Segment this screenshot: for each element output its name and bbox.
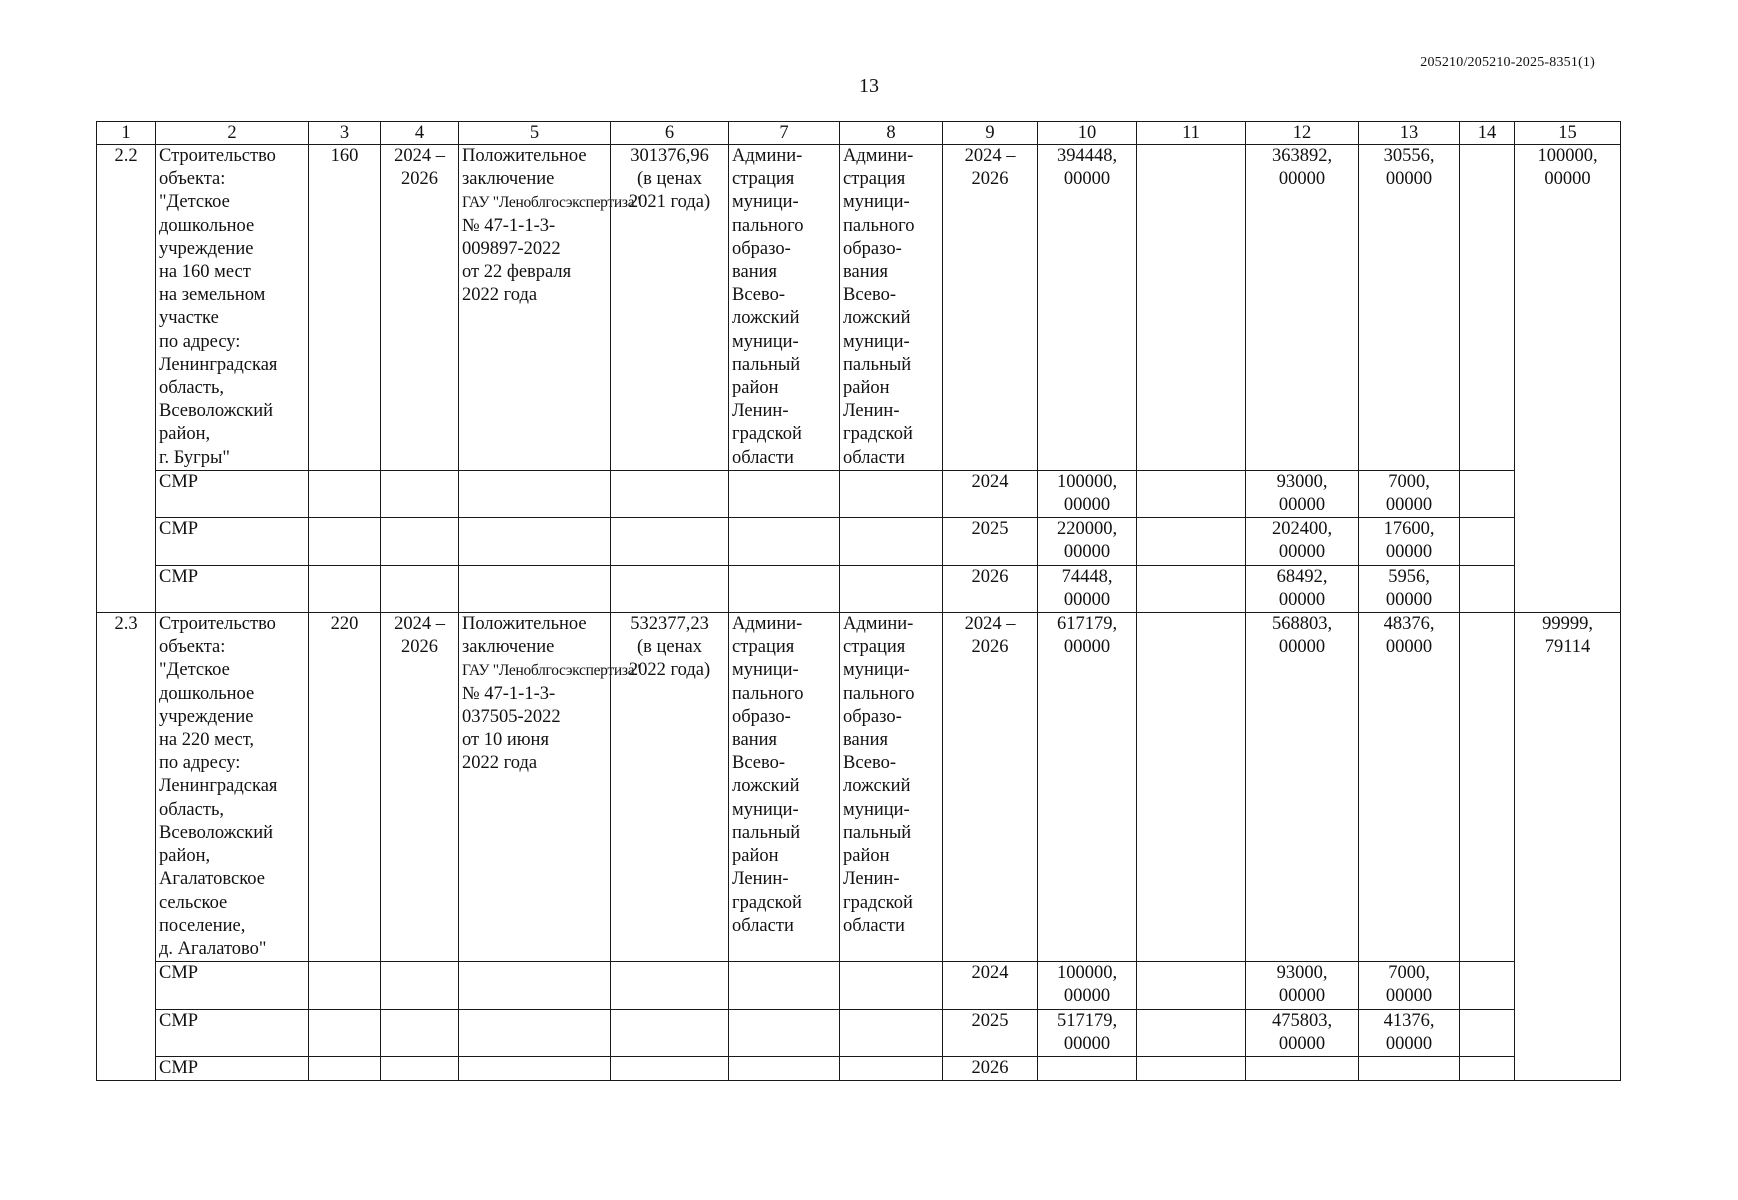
period-line: 2024 – bbox=[394, 146, 445, 166]
column-14 bbox=[1460, 613, 1515, 962]
sub-row-col13 bbox=[1359, 1009, 1460, 1056]
sub-total-line: 00000 bbox=[1063, 986, 1111, 1007]
empty-cell bbox=[1137, 1056, 1246, 1080]
col15-line: 100000, bbox=[1537, 146, 1598, 166]
empty-cell bbox=[611, 565, 729, 612]
object-name-line: Ленинградская bbox=[159, 354, 278, 375]
developer bbox=[840, 145, 943, 471]
column-number: 9 bbox=[943, 122, 1038, 145]
customer-line: Ленин- bbox=[732, 401, 789, 422]
empty-cell bbox=[611, 470, 729, 517]
empty-cell bbox=[459, 1056, 611, 1080]
sub-col13-line: 41376, bbox=[1383, 1010, 1435, 1031]
years-line: 2024 – bbox=[964, 146, 1016, 166]
customer-line: Всево- bbox=[732, 285, 786, 306]
column-14 bbox=[1460, 145, 1515, 471]
expertise-line: № 47-1-1-3- bbox=[462, 683, 556, 704]
sub-col13-line: 00000 bbox=[1385, 495, 1433, 516]
customer-line: вания bbox=[732, 262, 778, 283]
customer bbox=[729, 613, 840, 962]
developer-line: области bbox=[843, 447, 905, 468]
column-number: 7 bbox=[729, 122, 840, 145]
customer-line: муници- bbox=[732, 192, 799, 213]
object-name-line: район, bbox=[159, 846, 211, 867]
empty-cell bbox=[840, 470, 943, 517]
developer-line: муници- bbox=[843, 331, 910, 352]
sub-col13-line: 00000 bbox=[1385, 589, 1433, 610]
table-body bbox=[97, 122, 1621, 1081]
empty-cell bbox=[729, 518, 840, 565]
sub-row-col12 bbox=[1246, 565, 1359, 612]
customer-line: Админи- bbox=[732, 146, 803, 166]
object-name-line: д. Агалатово" bbox=[159, 938, 267, 959]
empty-cell bbox=[1137, 470, 1246, 517]
cost-line: (в ценах bbox=[637, 169, 702, 190]
period-line: 2024 – bbox=[394, 614, 445, 635]
customer bbox=[729, 145, 840, 471]
column-number: 4 bbox=[381, 122, 459, 145]
developer-line: муници- bbox=[843, 192, 910, 213]
developer-line: Всево- bbox=[843, 285, 897, 306]
customer-line: Ленин- bbox=[732, 869, 789, 890]
years-line: 2026 bbox=[971, 637, 1009, 658]
object-name bbox=[156, 145, 309, 471]
developer-line: пального bbox=[843, 683, 915, 704]
empty-cell bbox=[729, 1056, 840, 1080]
period-line: 2026 bbox=[401, 169, 438, 190]
empty-cell bbox=[840, 565, 943, 612]
sub-row-col13 bbox=[1359, 470, 1460, 517]
developer-line: Админи- bbox=[843, 146, 914, 166]
financing-years bbox=[943, 613, 1038, 962]
table-row bbox=[97, 613, 1621, 962]
empty-cell bbox=[309, 518, 381, 565]
customer-line: Всево- bbox=[732, 753, 786, 774]
total-amount bbox=[1038, 145, 1137, 471]
empty-cell bbox=[309, 1056, 381, 1080]
object-name-line: поселение, bbox=[159, 915, 246, 936]
expertise-line: от 22 февраля bbox=[462, 262, 572, 283]
developer-line: страция bbox=[843, 637, 906, 658]
empty-cell bbox=[1460, 962, 1515, 1009]
customer-line: образо- bbox=[732, 706, 791, 727]
column-number: 11 bbox=[1137, 122, 1246, 145]
sub-row-total bbox=[1038, 962, 1137, 1009]
customer-line: пального bbox=[732, 683, 804, 704]
row-number: 2.2 bbox=[97, 145, 156, 613]
sub-row-label: СМР bbox=[156, 470, 309, 517]
object-name-line: на 220 мест, bbox=[159, 730, 255, 751]
sub-row bbox=[97, 470, 1621, 517]
customer-line: муници- bbox=[732, 331, 799, 352]
object-name-line: на 160 мест bbox=[159, 262, 251, 283]
object-name-line: по адресу: bbox=[159, 753, 241, 774]
empty-cell bbox=[611, 962, 729, 1009]
developer-line: Всево- bbox=[843, 753, 897, 774]
empty-cell bbox=[459, 1009, 611, 1056]
customer-line: Админи- bbox=[732, 614, 803, 635]
sub-row-year: 2025 bbox=[943, 1009, 1038, 1056]
column-number: 8 bbox=[840, 122, 943, 145]
object-name-line: учреждение bbox=[159, 706, 254, 727]
document-id: 205210/205210-2025-8351(1) bbox=[1420, 55, 1595, 70]
object-name-line: Всеволожский bbox=[159, 822, 274, 843]
sub-col12-line: 00000 bbox=[1278, 542, 1326, 563]
developer-line: градской bbox=[843, 892, 913, 913]
customer-line: пального bbox=[732, 215, 804, 236]
column-number: 2 bbox=[156, 122, 309, 145]
customer-line: вания bbox=[732, 730, 778, 751]
sub-total-line: 00000 bbox=[1063, 589, 1111, 610]
column-number: 10 bbox=[1038, 122, 1137, 145]
developer-line: пального bbox=[843, 215, 915, 236]
empty-cell bbox=[840, 518, 943, 565]
column-12 bbox=[1246, 613, 1359, 962]
col13-line: 48376, bbox=[1383, 614, 1435, 635]
sub-col12-line: 00000 bbox=[1278, 986, 1326, 1007]
empty-cell bbox=[611, 1009, 729, 1056]
sub-total-line: 00000 bbox=[1063, 495, 1111, 516]
cost-line: 2022 года) bbox=[628, 660, 711, 681]
column-number: 12 bbox=[1246, 122, 1359, 145]
page-number: 13 bbox=[859, 75, 879, 97]
column-number: 13 bbox=[1359, 122, 1460, 145]
customer-line: градской bbox=[732, 892, 802, 913]
sub-col13-line: 5956, bbox=[1388, 566, 1430, 587]
customer-line: ложский bbox=[732, 776, 800, 797]
object-name-line: г. Бугры" bbox=[159, 447, 230, 468]
column-number-row bbox=[97, 122, 1621, 145]
empty-cell bbox=[840, 1009, 943, 1056]
empty-cell bbox=[459, 962, 611, 1009]
expertise-line: 2022 года bbox=[462, 753, 538, 774]
object-name bbox=[156, 613, 309, 962]
sub-row-col13 bbox=[1359, 518, 1460, 565]
empty-cell bbox=[381, 962, 459, 1009]
column-15 bbox=[1515, 613, 1621, 1081]
sub-row-total bbox=[1038, 1009, 1137, 1056]
object-name-line: район, bbox=[159, 424, 211, 445]
sub-row-label: СМР bbox=[156, 962, 309, 1009]
sub-row-col12 bbox=[1246, 518, 1359, 565]
empty-cell bbox=[309, 962, 381, 1009]
empty-cell bbox=[840, 1056, 943, 1080]
sub-col13-line: 7000, bbox=[1388, 471, 1430, 492]
sub-row-col12 bbox=[1246, 470, 1359, 517]
developer-line: ложский bbox=[843, 308, 911, 329]
column-number: 3 bbox=[309, 122, 381, 145]
column-number: 1 bbox=[97, 122, 156, 145]
developer-line: Ленин- bbox=[843, 401, 900, 422]
sub-row-label: СМР bbox=[156, 1056, 309, 1080]
sub-col13-line: 17600, bbox=[1383, 519, 1435, 540]
empty-cell bbox=[729, 470, 840, 517]
sub-row bbox=[97, 1056, 1621, 1080]
sub-row-col12 bbox=[1246, 962, 1359, 1009]
total-line: 00000 bbox=[1063, 169, 1111, 190]
sub-row-year: 2026 bbox=[943, 565, 1038, 612]
estimated-cost bbox=[611, 613, 729, 962]
sub-row-year: 2024 bbox=[943, 470, 1038, 517]
sub-col12-line: 202400, bbox=[1271, 519, 1333, 540]
sub-col13-line: 00000 bbox=[1385, 986, 1433, 1007]
sub-row-col13 bbox=[1359, 1056, 1460, 1080]
col13-line: 00000 bbox=[1385, 169, 1433, 190]
empty-cell bbox=[729, 1009, 840, 1056]
sub-total-line: 220000, bbox=[1056, 519, 1118, 540]
empty-cell bbox=[309, 565, 381, 612]
sub-col13-line: 00000 bbox=[1385, 542, 1433, 563]
customer-line: муници- bbox=[732, 660, 799, 681]
estimated-cost bbox=[611, 145, 729, 471]
col12-line: 00000 bbox=[1278, 169, 1326, 190]
sub-row-total bbox=[1038, 470, 1137, 517]
sub-row-col13 bbox=[1359, 565, 1460, 612]
column-number: 5 bbox=[459, 122, 611, 145]
object-name-line: объекта: bbox=[159, 169, 226, 190]
developer-line: пальный bbox=[843, 354, 912, 375]
construction-period bbox=[381, 145, 459, 471]
expertise-line: заключение bbox=[462, 637, 555, 658]
object-name-line: по адресу: bbox=[159, 331, 241, 352]
developer-line: муници- bbox=[843, 660, 910, 681]
empty-cell bbox=[459, 565, 611, 612]
empty-cell bbox=[381, 518, 459, 565]
sub-row bbox=[97, 565, 1621, 612]
sub-row bbox=[97, 518, 1621, 565]
sub-total-line: 00000 bbox=[1063, 542, 1111, 563]
total-line: 617179, bbox=[1056, 614, 1118, 635]
empty-cell bbox=[611, 1056, 729, 1080]
col13-line: 00000 bbox=[1385, 637, 1433, 658]
empty-cell bbox=[1137, 518, 1246, 565]
cost-line: (в ценах bbox=[637, 637, 702, 658]
total-line: 00000 bbox=[1063, 637, 1111, 658]
sub-total-line: 517179, bbox=[1056, 1010, 1118, 1031]
customer-line: градской bbox=[732, 424, 802, 445]
column-number: 15 bbox=[1515, 122, 1621, 145]
column-11 bbox=[1137, 145, 1246, 471]
object-name-line: "Детское bbox=[159, 192, 230, 213]
sub-total-line: 00000 bbox=[1063, 1033, 1111, 1054]
sub-row-year: 2026 bbox=[943, 1056, 1038, 1080]
empty-cell bbox=[1460, 565, 1515, 612]
cost-line: 532377,23 bbox=[630, 614, 709, 635]
row-number: 2.3 bbox=[97, 613, 156, 1081]
developer-line: страция bbox=[843, 169, 906, 190]
sub-row-col13 bbox=[1359, 962, 1460, 1009]
empty-cell bbox=[309, 1009, 381, 1056]
customer-line: муници- bbox=[732, 799, 799, 820]
empty-cell bbox=[1137, 1009, 1246, 1056]
column-15 bbox=[1515, 145, 1621, 613]
column-13 bbox=[1359, 145, 1460, 471]
expertise-line: ГАУ "Леноблгосэкспертиза" bbox=[462, 662, 641, 680]
empty-cell bbox=[1460, 1009, 1515, 1056]
object-name-line: дошкольное bbox=[159, 683, 255, 704]
customer-line: пальный bbox=[732, 354, 801, 375]
object-name-line: участке bbox=[159, 308, 219, 329]
sub-col12-line: 68492, bbox=[1276, 566, 1328, 587]
object-name-line: на земельном bbox=[159, 285, 266, 306]
empty-cell bbox=[611, 518, 729, 565]
object-name-line: объекта: bbox=[159, 637, 226, 658]
customer-line: пальный bbox=[732, 822, 801, 843]
object-name-line: учреждение bbox=[159, 238, 254, 259]
developer-line: образо- bbox=[843, 238, 902, 259]
empty-cell bbox=[459, 518, 611, 565]
period-line: 2026 bbox=[401, 637, 438, 658]
sub-col13-line: 00000 bbox=[1385, 1033, 1433, 1054]
expertise-line: от 10 июня bbox=[462, 730, 549, 751]
capacity: 160 bbox=[309, 145, 381, 471]
col13-line: 30556, bbox=[1383, 146, 1435, 166]
object-name-line: дошкольное bbox=[159, 215, 255, 236]
sub-row-total bbox=[1038, 518, 1137, 565]
customer-line: ложский bbox=[732, 308, 800, 329]
sub-row-label: СМР bbox=[156, 1009, 309, 1056]
object-name-line: Строительство bbox=[159, 146, 276, 166]
empty-cell bbox=[729, 565, 840, 612]
empty-cell bbox=[1137, 962, 1246, 1009]
expertise-line: 009897-2022 bbox=[462, 238, 561, 259]
customer-line: области bbox=[732, 915, 794, 936]
sub-total-line: 100000, bbox=[1056, 471, 1118, 492]
col15-line: 79114 bbox=[1544, 637, 1591, 658]
table-row bbox=[97, 145, 1621, 471]
empty-cell bbox=[1460, 1056, 1515, 1080]
expertise-line: Положительное bbox=[462, 614, 587, 635]
object-name-line: область, bbox=[159, 799, 225, 820]
sub-col12-line: 00000 bbox=[1278, 1033, 1326, 1054]
object-name-line: "Детское bbox=[159, 660, 230, 681]
expertise-line: заключение bbox=[462, 169, 555, 190]
customer-line: образо- bbox=[732, 238, 791, 259]
expertise-line: ГАУ "Леноблгосэкспертиза" bbox=[462, 194, 641, 212]
total-line: 394448, bbox=[1056, 146, 1118, 166]
expertise-line: 2022 года bbox=[462, 285, 538, 306]
empty-cell bbox=[1460, 470, 1515, 517]
object-name-line: Всеволожский bbox=[159, 401, 274, 422]
sub-row-col12 bbox=[1246, 1056, 1359, 1080]
object-name-line: область, bbox=[159, 378, 225, 399]
developer-line: район bbox=[843, 378, 890, 399]
empty-cell bbox=[381, 1009, 459, 1056]
object-name-line: Ленинградская bbox=[159, 776, 278, 797]
sub-row bbox=[97, 1009, 1621, 1056]
col12-line: 568803, bbox=[1271, 614, 1333, 635]
sub-row-year: 2024 bbox=[943, 962, 1038, 1009]
empty-cell bbox=[459, 470, 611, 517]
total-amount bbox=[1038, 613, 1137, 962]
construction-period bbox=[381, 613, 459, 962]
sub-row-total bbox=[1038, 565, 1137, 612]
customer-line: страция bbox=[732, 637, 795, 658]
capacity: 220 bbox=[309, 613, 381, 962]
cost-line: 301376,96 bbox=[630, 146, 709, 166]
sub-row-label: СМР bbox=[156, 518, 309, 565]
developer-line: ложский bbox=[843, 776, 911, 797]
column-number: 6 bbox=[611, 122, 729, 145]
expertise-line: 037505-2022 bbox=[462, 706, 561, 727]
developer-line: муници- bbox=[843, 799, 910, 820]
developer-line: образо- bbox=[843, 706, 902, 727]
financing-years bbox=[943, 145, 1038, 471]
customer-line: район bbox=[732, 846, 779, 867]
col15-line: 99999, bbox=[1542, 614, 1593, 635]
object-name-line: сельское bbox=[159, 892, 228, 913]
developer-line: Админи- bbox=[843, 614, 914, 635]
sub-total-line: 100000, bbox=[1056, 963, 1118, 984]
column-number: 14 bbox=[1460, 122, 1515, 145]
sub-col12-line: 00000 bbox=[1278, 589, 1326, 610]
object-name-line: Агалатовское bbox=[159, 869, 265, 890]
developer bbox=[840, 613, 943, 962]
customer-line: страция bbox=[732, 169, 795, 190]
sub-col12-line: 93000, bbox=[1276, 963, 1328, 984]
developer-line: Ленин- bbox=[843, 869, 900, 890]
column-11 bbox=[1137, 613, 1246, 962]
empty-cell bbox=[840, 962, 943, 1009]
sub-row-label: СМР bbox=[156, 565, 309, 612]
column-12 bbox=[1246, 145, 1359, 471]
empty-cell bbox=[309, 470, 381, 517]
sub-row-year: 2025 bbox=[943, 518, 1038, 565]
customer-line: район bbox=[732, 378, 779, 399]
developer-line: вания bbox=[843, 730, 889, 751]
col12-line: 00000 bbox=[1278, 637, 1326, 658]
sub-col12-line: 00000 bbox=[1278, 495, 1326, 516]
developer-line: вания bbox=[843, 262, 889, 283]
years-line: 2026 bbox=[971, 169, 1009, 190]
col12-line: 363892, bbox=[1271, 146, 1333, 166]
sub-row-total bbox=[1038, 1056, 1137, 1080]
col15-line: 00000 bbox=[1544, 169, 1591, 190]
developer-line: области bbox=[843, 915, 905, 936]
sub-col12-line: 93000, bbox=[1276, 471, 1328, 492]
developer-line: градской bbox=[843, 424, 913, 445]
years-line: 2024 – bbox=[964, 614, 1016, 635]
developer-line: пальный bbox=[843, 822, 912, 843]
object-name-line: Строительство bbox=[159, 614, 276, 635]
empty-cell bbox=[1460, 518, 1515, 565]
empty-cell bbox=[1137, 565, 1246, 612]
empty-cell bbox=[729, 962, 840, 1009]
cost-line: 2021 года) bbox=[628, 192, 711, 213]
empty-cell bbox=[381, 470, 459, 517]
sub-row bbox=[97, 962, 1621, 1009]
customer-line: области bbox=[732, 447, 794, 468]
empty-cell bbox=[381, 1056, 459, 1080]
sub-col12-line: 475803, bbox=[1271, 1010, 1333, 1031]
expertise-conclusion bbox=[459, 145, 641, 471]
investment-table bbox=[96, 121, 1621, 1081]
sub-row-col12 bbox=[1246, 1009, 1359, 1056]
sub-col13-line: 7000, bbox=[1388, 963, 1430, 984]
column-13 bbox=[1359, 613, 1460, 962]
sub-total-line: 74448, bbox=[1061, 566, 1113, 587]
empty-cell bbox=[381, 565, 459, 612]
expertise-conclusion bbox=[459, 613, 641, 962]
developer-line: район bbox=[843, 846, 890, 867]
expertise-line: Положительное bbox=[462, 146, 587, 166]
expertise-line: № 47-1-1-3- bbox=[462, 215, 556, 236]
